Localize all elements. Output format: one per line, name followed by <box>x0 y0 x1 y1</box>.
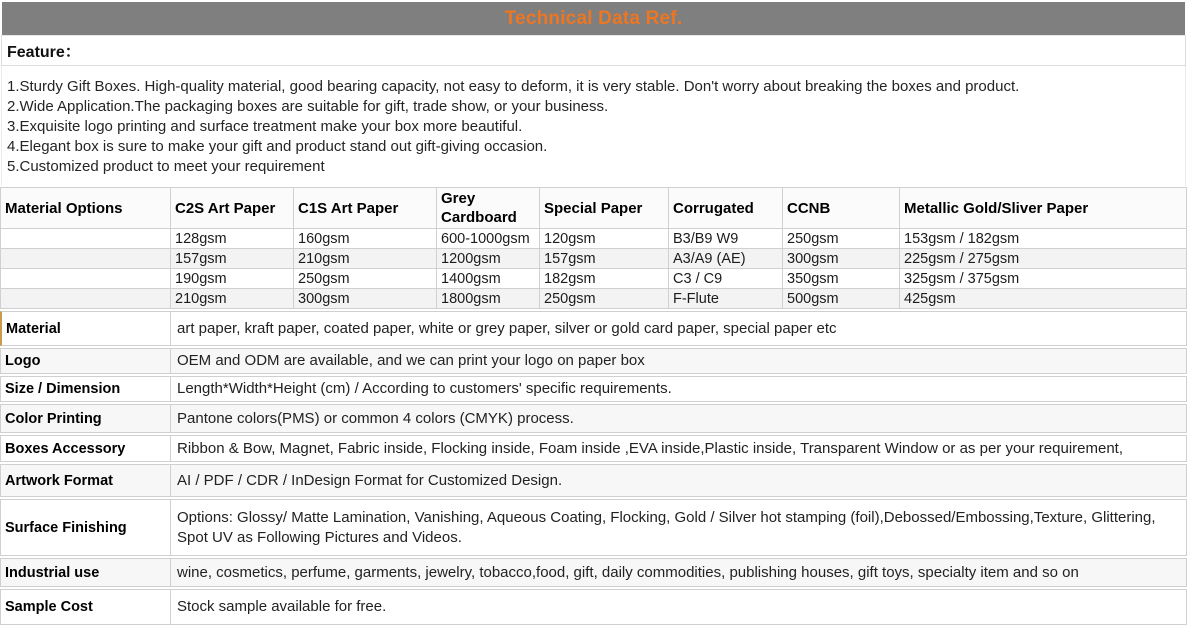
title-bar <box>2 2 1185 35</box>
materials-column-header: Corrugated <box>669 188 783 229</box>
materials-column-header: C2S Art Paper <box>171 188 294 229</box>
materials-cell: 210gsm <box>171 289 294 309</box>
materials-cell <box>1 269 171 289</box>
feature-item: 2.Wide Application.The packaging boxes are suitable for gift, trade show, or your business. <box>7 98 609 115</box>
materials-cell: 250gsm <box>294 269 437 289</box>
materials-column-header: Special Paper <box>540 188 669 229</box>
feature-item: 3.Exquisite logo printing and surface treatment make your box more beautiful. <box>7 118 523 135</box>
materials-cell: 128gsm <box>171 229 294 249</box>
materials-cell: 157gsm <box>540 249 669 269</box>
materials-column-header: Material Options <box>1 188 171 229</box>
spec-row-value: Options: Glossy/ Matte Lamination, Vanishing, Aqueous Coating, Flocking, Gold / Silver hot stamping (foil),Debossed/Embossing,Texture, Glittering, Spot UV as Following Pictures and Videos. <box>177 508 1156 546</box>
materials-cell: 300gsm <box>783 249 900 269</box>
feature-item: 1.Sturdy Gift Boxes. High-quality material, good bearing capacity, not easy to deform, it is very stable. Don't worry about breaking the boxes and product. <box>7 78 1020 95</box>
materials-cell: 157gsm <box>171 249 294 269</box>
materials-table <box>0 187 1187 309</box>
spec-rows <box>0 311 1187 625</box>
materials-cell: 250gsm <box>783 229 900 249</box>
spec-row-label: Artwork Format <box>1 465 171 496</box>
materials-cell <box>1 249 171 269</box>
spec-row-value: OEM and ODM are available, and we can print your logo on paper box <box>177 352 645 369</box>
spec-row <box>0 348 1187 374</box>
materials-row <box>1 289 1187 309</box>
spec-row <box>0 499 1187 556</box>
materials-cell: 1800gsm <box>437 289 540 309</box>
materials-cell: 600-1000gsm <box>437 229 540 249</box>
materials-cell: F-Flute <box>669 289 783 309</box>
materials-cell: 210gsm <box>294 249 437 269</box>
spec-row <box>0 404 1187 433</box>
spec-row <box>0 464 1187 497</box>
materials-cell: B3/B9 W9 <box>669 229 783 249</box>
materials-row <box>1 249 1187 269</box>
materials-cell: 1400gsm <box>437 269 540 289</box>
materials-cell: 350gsm <box>783 269 900 289</box>
spec-row <box>0 376 1187 402</box>
materials-cell: 325gsm / 375gsm <box>900 269 1187 289</box>
spec-row-value: wine, cosmetics, perfume, garments, jewelry, tobacco,food, gift, daily commodities, publishing houses, gift toys, specialty item and so on <box>177 563 1079 581</box>
feature-item: 4.Elegant box is sure to make your gift and product stand out gift-giving occasion. <box>7 138 548 155</box>
materials-cell: 153gsm / 182gsm <box>900 229 1187 249</box>
materials-header-row <box>1 188 1187 229</box>
spec-row-label: Industrial use <box>1 559 171 586</box>
spec-row <box>0 435 1187 462</box>
materials-cell <box>1 289 171 309</box>
materials-column-header: Grey Cardboard <box>437 188 540 229</box>
materials-cell: 160gsm <box>294 229 437 249</box>
spec-row-label: Sample Cost <box>1 590 171 624</box>
spec-row-label: Material <box>2 312 171 345</box>
feature-heading: Feature： <box>1 35 1186 66</box>
materials-cell: 182gsm <box>540 269 669 289</box>
spec-row-value: Ribbon & Bow, Magnet, Fabric inside, Flocking inside, Foam inside ,EVA inside,Plastic inside, Transparent Window or as per your requirement, <box>177 439 1124 457</box>
spec-row-label: Logo <box>1 349 171 373</box>
spec-row-label: Size / Dimension <box>1 377 171 401</box>
spec-row-value: AI / PDF / CDR / InDesign Format for Customized Design. <box>177 471 563 489</box>
spec-row-label: Boxes Accessory <box>1 436 171 461</box>
spec-row-value: Length*Width*Height (cm) / According to customers' specific requirements. <box>177 380 672 397</box>
materials-column-header: CCNB <box>783 188 900 229</box>
materials-cell: 425gsm <box>900 289 1187 309</box>
materials-cell: C3 / C9 <box>669 269 783 289</box>
spec-row-value: Pantone colors(PMS) or common 4 colors (CMYK) process. <box>177 409 574 427</box>
materials-column-header: C1S Art Paper <box>294 188 437 229</box>
page <box>0 2 1187 625</box>
materials-cell: 190gsm <box>171 269 294 289</box>
materials-cell: 1200gsm <box>437 249 540 269</box>
materials-cell: 120gsm <box>540 229 669 249</box>
materials-row <box>1 229 1187 249</box>
materials-cell: 225gsm / 275gsm <box>900 249 1187 269</box>
spec-row-value: Stock sample available for free. <box>177 598 387 615</box>
materials-cell <box>1 229 171 249</box>
spec-row-label: Color Printing <box>1 405 171 432</box>
materials-row <box>1 269 1187 289</box>
spec-row <box>0 311 1187 346</box>
materials-cell: 250gsm <box>540 289 669 309</box>
feature-list <box>1 66 1186 186</box>
page-title: Technical Data Ref. <box>504 7 683 29</box>
feature-item: 5.Customized product to meet your requirement <box>7 158 325 175</box>
materials-cell: 500gsm <box>783 289 900 309</box>
materials-cell: 300gsm <box>294 289 437 309</box>
materials-table-body <box>1 229 1187 309</box>
materials-table-header <box>1 188 1187 229</box>
materials-cell: A3/A9 (AE) <box>669 249 783 269</box>
spec-row-value: art paper, kraft paper, coated paper, white or grey paper, silver or gold card paper, special paper etc <box>177 319 837 337</box>
materials-column-header: Metallic Gold/Sliver Paper <box>900 188 1187 229</box>
spec-row <box>0 558 1187 587</box>
spec-row-label: Surface Finishing <box>1 500 171 555</box>
